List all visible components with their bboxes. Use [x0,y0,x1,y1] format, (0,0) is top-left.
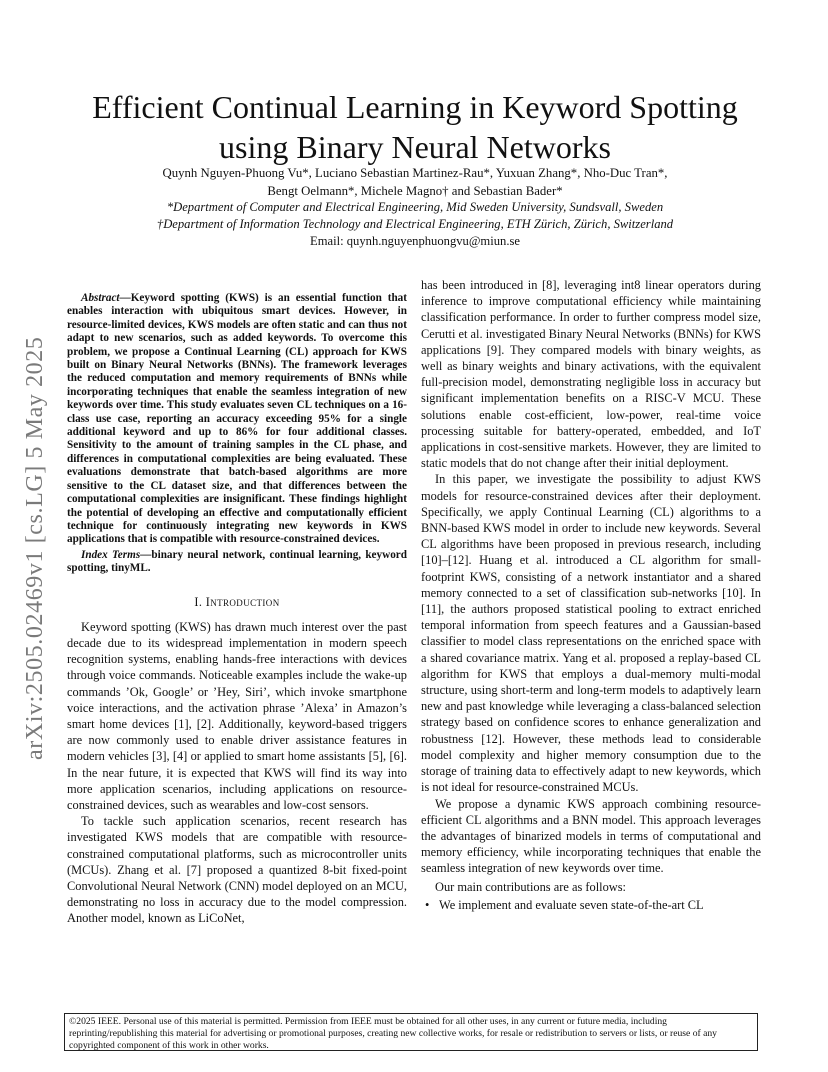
section-number: I. [194,594,203,609]
index-terms-text: —binary neural network, continual learning, keyword spotting, tinyML. [67,548,407,575]
right-paragraph-1: has been introduced in [8], leveraging int8 linear operators during inference to improve computational efficiency while maintaining classification performance. In order to further compress model size, Cerutti et al. investigated Binary Neural Networks (BNNs) for KWS applications [9]. They compared models with binary weights, as well as binary weights and binary activations, with the equivalent full-precision model, demonstrating negligible loss in accuracy but significant implementation benefits on a RISC-V MCU. These solutions enable cost-efficient, low-power, real-time voice processing suitable for battery-operated, embedded, and IoT applications in cost-sensitive markets. However, they are limited to static models that do not change after their initial deployment. [421,278,761,471]
affiliation-1: *Department of Computer and Electrical Engineering, Mid Sweden University, Sundsvall, Sweden [166,200,664,214]
authors-line-2: Bengt Oelmann*, Michele Magno† and Sebastian Bader* [267,184,563,198]
paper-title: Efficient Continual Learning in Keyword Spotting using Binary Neural Networks [92,89,738,166]
right-paragraph-2: In this paper, we investigate the possibility to adjust KWS models for resource-constrained devices after their deployment. Specifically, we apply Continual Learning (CL) algorithms to a BNN-based KWS model in order to include new keywords. Several CL algorithms have been proposed in previous research, including [10]–[12]. Huang et al. introduced a CL algorithm for small-footprint KWS, consisting of a network instantiator and a shared memory connected to a set of classification sub-networks [10]. In [11], the authors proposed statistical pooling to extract enriched temporal information from speech features and a Gaussian-based classifier to model class representations on the enriched space with a shared covariance matrix. Yang et al. proposed a replay-based CL algorithm for KWS that employs a dual-memory multi-modal structure, using short-term and long-term models to adaptively learn new and past knowledge while leveraging a class-balanced selection strategy based on confidence scores to enhance generalization and robustness [12]. However, these methods lead to considerable model complexity and higher memory consumption due to the storage of training data to effectively adapt to new keywords, which is not ideal for resource-constrained MCUs. [421,472,761,795]
author-list [70,164,760,200]
affiliation-2: †Department of Information Technology and Electrical Engineering, ETH Zürich, Zürich, Switzerland [156,217,674,231]
right-paragraph-4: Our main contributions are as follows: [435,879,626,894]
copyright-notice: ©2025 IEEE. Personal use of this material is permitted. Permission from IEEE must be obtained for all other uses, in any current or future media, including reprinting/republishing this material for advertising or promotional purposes, creating new collective works, for resale or redistribution to servers or lists, or reuse of any copyrighted component of this work in other works. [64,1013,758,1051]
abstract-text: —Keyword spotting (KWS) is an essential function that enables interaction with ubiquitous smart devices. However, in resource-limited devices, KWS models are often static and can thus not adapt to new scenarios, such as added keywords. To overcome this problem, we propose a Continual Learning (CL) approach for KWS built on Binary Neural Networks (BNNs). The framework leverages the reduced computation and memory requirements of BNNs while incorporating techniques that enable the seamless integration of new keywords over time. This study evaluates seven CL techniques on a 16-class use case, reporting an accuracy exceeding 95% for a single additional keyword and up to 86% for four additional classes. Sensitivity to the amount of training samples in the CL phase, and differences in computational complexities are being evaluated. These evaluations demonstrate that batch-based algorithms are more sensitive to the CL dataset size, and that differences between the computational complexities are insignificant. These findings highlight the potential of developing an effective and computationally efficient technique for continuously integrating new keywords in KWS applications that is compatible with resource-constrained devices. [67,292,407,546]
index-terms-label: Index Terms [81,548,141,561]
contribution-text: We implement and evaluate seven state-of-the-art CL [439,897,704,912]
intro-paragraph-2: To tackle such application scenarios, recent research has investigated KWS models that are compatible with resource-constrained computational platforms, such as microcontroller units (MCUs). Zhang et al. [7] proposed a quantized 8-bit fixed-point Convolutional Neural Network (CNN) model deployed on an MCU, demonstrating no loss in accuracy due to the model compression. Another model, known as LiCoNet, [67,814,407,926]
arxiv-identifier-stamp: arXiv:2505.02469v1 [cs.LG] 5 May 2025 [22,336,48,760]
right-column [421,277,761,913]
bullet-icon: • [425,897,430,912]
section-title: Introduction [205,594,280,609]
left-column [67,292,407,927]
abstract-label: Abstract [81,292,120,304]
contribution-list-item [421,897,761,913]
authors-line-1: Quynh Nguyen-Phuong Vu*, Luciano Sebastian Martinez-Rau*, Yuxuan Zhang*, Nho-Duc Tran*, [162,166,668,180]
right-paragraph-3: We propose a dynamic KWS approach combining resource-efficient CL algorithms and a BNN model. This approach leverages the advantages of binarized models in terms of computational and memory efficiency, while incorporating techniques that enable the seamless integration of new keywords over time. [421,796,761,876]
abstract [67,292,407,547]
section-heading-introduction [67,594,407,610]
intro-paragraph-1: Keyword spotting (KWS) has drawn much interest over the past decade due to its widespread implementation in modern speech recognition systems, enabling hands-free interactions with devices through voice commands. Noticeable examples include the wake-up commands ’Ok, Google’ or ’Hey, Siri’, which invoke smartphone voice interactions, and the activation phrase ’Alexa’ in Amazon’s smart home devices [1], [2]. Additionally, keyword-based triggers are now commonly used to enable driver assistance features in modern vehicles [3], [4] or applied to smart home assistants [5], [6]. In the near future, it is expected that KWS will find its way into more application scenarios, including applications on resource-constrained devices, such as wearables and low-cost sensors. [67,619,407,812]
index-terms [67,549,407,576]
contact-email: Email: quynh.nguyenphuongvu@miun.se [310,234,520,248]
